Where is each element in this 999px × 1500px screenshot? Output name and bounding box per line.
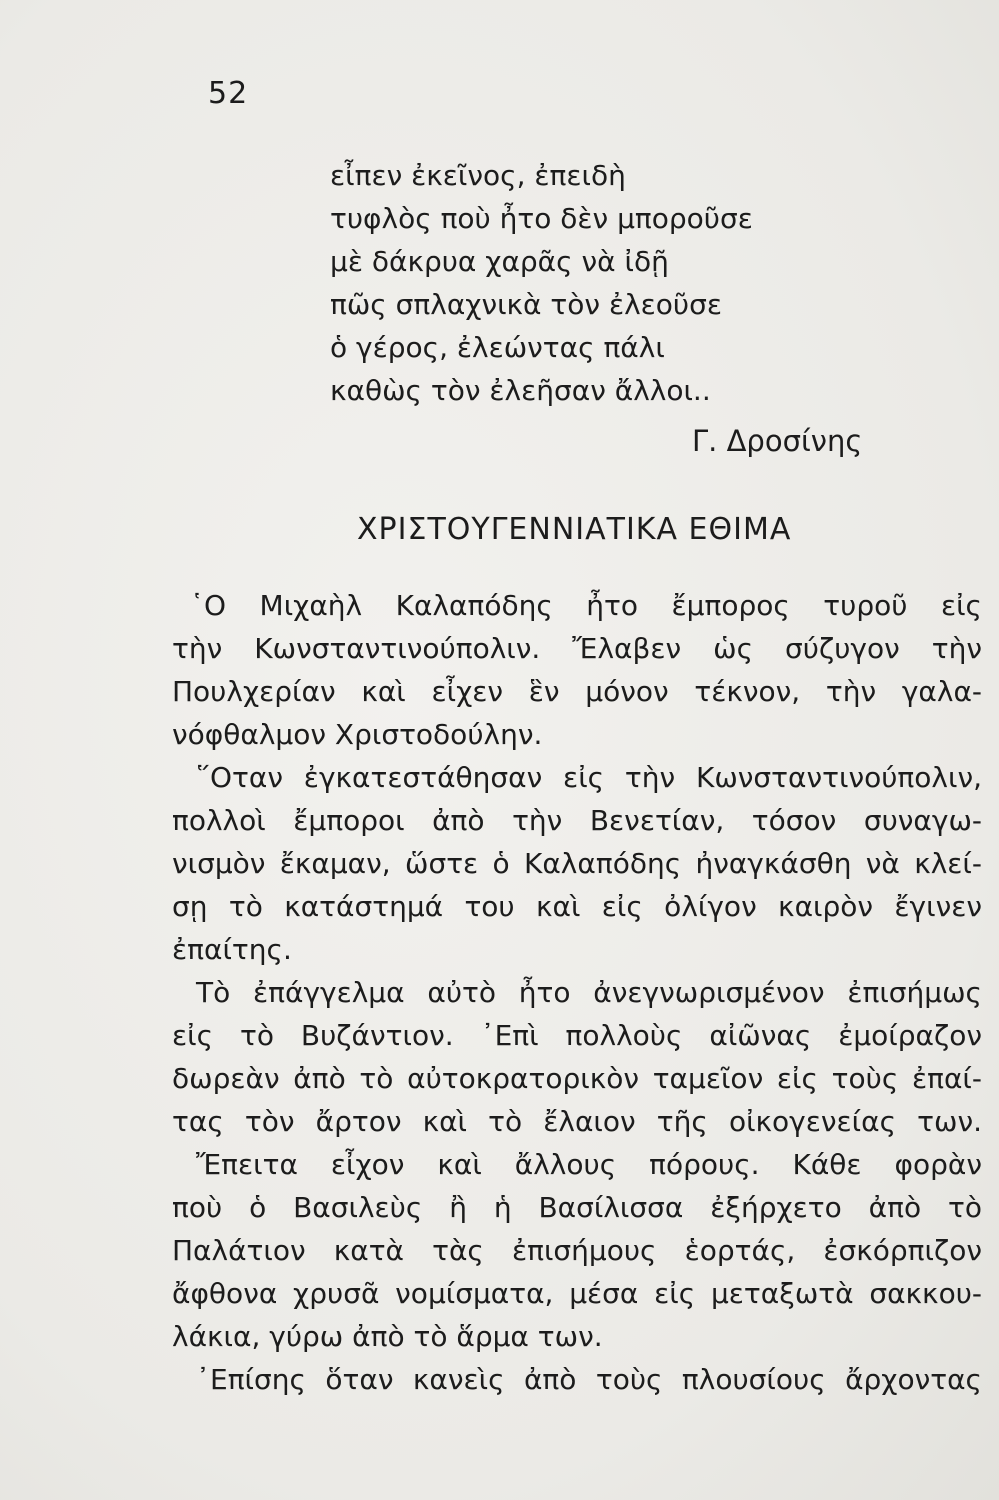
text-line: ᾿Επίσης ὅταν κανεὶς ἀπὸ τοὺς πλουσίους ἄρχοντας (196, 1363, 982, 1396)
text-line: εἰς τὸ Βυζάντιον. ᾿Επὶ πολλοὺς αἰῶνας ἐμοίραζον (172, 1019, 982, 1052)
poem-stanza (330, 154, 890, 412)
text-line: τας τὸν ἄρτον καὶ τὸ ἔλαιον τῆς οἰκογενείας των. (172, 1105, 982, 1138)
text-line: δωρεὰν ἀπὸ τὸ αὐτοκρατορικὸν ταμεῖον εἰς τοὺς ἐπαί- (172, 1062, 982, 1095)
text-line: λάκια, γύρω ἀπὸ τὸ ἅρμα των. (172, 1320, 603, 1353)
text-line: τὴν Κωνσταντινούπολιν. Ἔλαβεν ὡς σύζυγον τὴν (172, 632, 982, 665)
poem-author-signature: Γ. Δροσίνης (692, 424, 863, 458)
text-line: Πουλχερίαν καὶ εἶχεν ἓν μόνον τέκνον, τὴν γαλα- (172, 675, 982, 708)
text-line: σῃ τὸ κατάστημά του καὶ εἰς ὀλίγον καιρὸν ἔγινεν (172, 890, 982, 923)
section-heading: ΧΡΙΣΤΟΥΓΕΝΝΙΑΤΙΚΑ ΕΘΙΜΑ (357, 512, 792, 547)
poem-line: πῶς σπλαχνικὰ τὸν ἐλεοῦσε (330, 288, 722, 321)
text-line: ῾Ο Μιχαὴλ Καλαπόδης ἦτο ἔμπορος τυροῦ εἰς (190, 589, 982, 622)
poem-line: τυφλὸς ποὺ ἦτο δὲν μποροῦσε (330, 202, 753, 235)
page-number: 52 (208, 76, 249, 111)
text-line: Τὸ ἐπάγγελμα αὐτὸ ἦτο ἀνεγνωρισμένον ἐπισήμως (196, 976, 982, 1009)
poem-line: μὲ δάκρυα χαρᾶς νὰ ἰδῇ (330, 245, 669, 278)
text-line: νισμὸν ἔκαμαν, ὥστε ὁ Καλαπόδης ἠναγκάσθη νὰ κλεί- (172, 847, 982, 880)
text-line: ῞Οταν ἐγκατεστάθησαν εἰς τὴν Κωνσταντινούπολιν, (196, 761, 982, 794)
text-line: πολλοὶ ἔμποροι ἀπὸ τὴν Βενετίαν, τόσον συναγω- (172, 804, 982, 837)
text-line: ἐπαίτης. (172, 933, 292, 966)
text-line: Παλάτιον κατὰ τὰς ἐπισήμους ἑορτάς, ἐσκόρπιζον (172, 1234, 982, 1267)
poem-line: καθὼς τὸν ἐλεῆσαν ἄλλοι.. (330, 374, 711, 407)
poem-line: εἶπεν ἐκεῖνος, ἐπειδὴ (330, 159, 626, 192)
poem-line: ὁ γέρος, ἐλεώντας πάλι (330, 331, 665, 364)
text-line: ποὺ ὁ Βασιλεὺς ἢ ἡ Βασίλισσα ἐξήρχετο ἀπὸ τὸ (172, 1191, 982, 1224)
text-line: νόφθαλμον Χριστοδούλην. (172, 718, 543, 751)
text-line: Ἔπειτα εἶχον καὶ ἄλλους πόρους. Κάθε φορὰν (196, 1148, 982, 1181)
body-paragraphs (172, 584, 982, 1401)
text-line: ἄφθονα χρυσᾶ νομίσματα, μέσα εἰς μεταξωτὰ σακκου- (172, 1277, 982, 1310)
